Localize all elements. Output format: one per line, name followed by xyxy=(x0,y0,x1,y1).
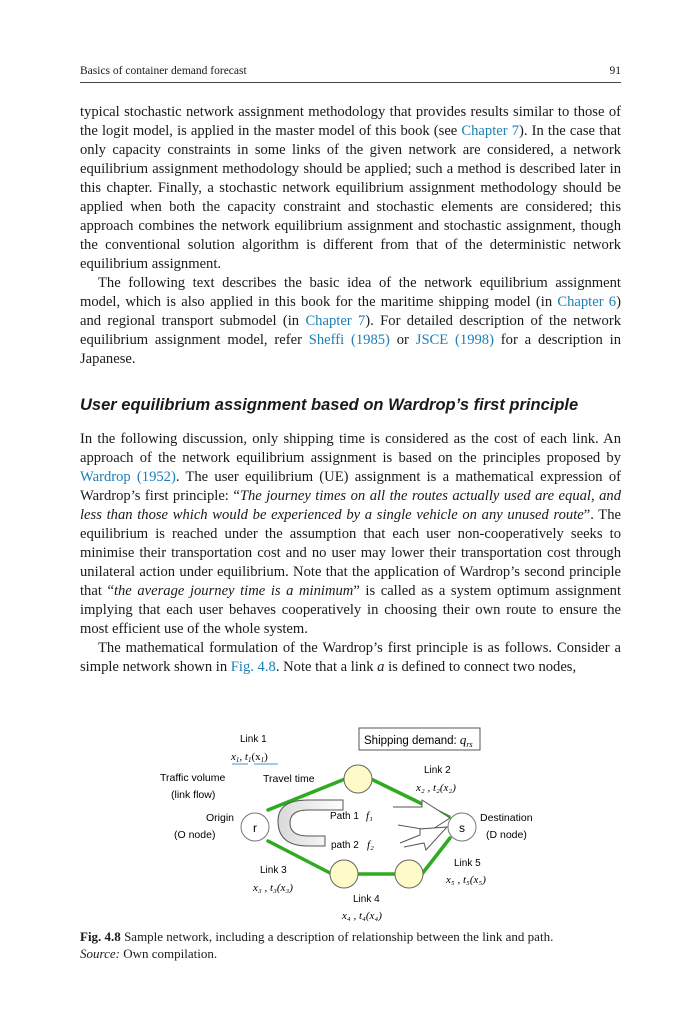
body-text-upper xyxy=(80,103,621,369)
traffic-volume-label: Traffic volume xyxy=(160,772,226,784)
page-number: 91 xyxy=(609,65,621,77)
path-2-label: path 2 xyxy=(331,840,359,851)
body-text-lower xyxy=(80,430,621,677)
node-top xyxy=(344,765,372,793)
caption-text: Sample network, including a description of relationship between the link and path. xyxy=(120,929,554,944)
sample-network-figure xyxy=(150,726,550,922)
link-1-label: Link 1 xyxy=(240,734,267,745)
link-5-label: Link 5 xyxy=(454,858,481,869)
para4-text-3: is defined to connect two nodes, xyxy=(384,659,577,675)
para3-text-3: ”. The equilibrium is reached under the assumption that each user non-cooperatively seeks to minimise their transportation cost and no user may lower their transportation cost through unilateral action under equilibrium. Note that the application of Wardrop’s second principle that “ xyxy=(80,507,621,599)
running-header-title: Basics of container demand forecast xyxy=(80,65,247,77)
chapter-6-link[interactable]: Chapter 6 xyxy=(557,294,617,310)
para2-text-3: ). For detailed description of the network equilibrium assignment model, refer xyxy=(80,313,621,348)
link-4-variables: x₄ , t₄(x₄) xyxy=(342,910,382,922)
shipping-demand-label: Shipping demand: $q_{rs}$ xyxy=(364,732,473,749)
path-2-arrowhead xyxy=(400,827,447,850)
link-variable-a: a xyxy=(377,659,385,675)
running-header xyxy=(80,64,621,83)
first-principle-quote: The journey times on all the routes actually used are equal, and less than those which would be experienced by a single vehicle on any unused route xyxy=(80,488,622,523)
link-flow-label: (link flow) xyxy=(171,789,216,801)
para1-text: typical stochastic network assignment methodology that provides results similar to those of the logit model, is applied in the master model of this book (see xyxy=(80,104,621,139)
figure-caption xyxy=(80,928,621,962)
paragraph-2 xyxy=(80,274,621,369)
jsce-1998-link[interactable]: JSCE (1998) xyxy=(415,332,494,348)
source-line xyxy=(80,945,621,962)
destination-label: Destination xyxy=(480,812,533,824)
wardrop-1952-link[interactable]: Wardrop (1952) xyxy=(80,469,176,485)
para1-text-cont: ). In the case that only capacity constraints in some links of the given network are considered, a network equilibrium assignment methodology should be applied; such a method is described later in this chapter. Finally, a stochastic network equilibrium assignment methodology should be applied when both the capacity constraint and stochastic elements are considered; this approach combines the network equilibrium assignment and stochastic assignment, though the conventional solution algorithm is different from that of the deterministic network equilibrium assignment. xyxy=(80,123,621,272)
para3-text-4: ” is called as a system optimum assignment implying that each user behaves cooperatively in choosing their own route to ensure the most efficient use of the whole system. xyxy=(80,583,622,637)
path-1-label: Path 1 xyxy=(330,811,359,822)
source-text: Own compilation. xyxy=(119,946,218,961)
para4-text-2: . Note that a link xyxy=(275,659,378,675)
node-bottom-right xyxy=(395,860,423,888)
origin-label: Origin xyxy=(206,812,235,824)
link-1-variables: x1, t1(x1) xyxy=(231,751,268,764)
link-5-variables: x₅ , t₅(x₅) xyxy=(446,874,486,886)
travel-time-label: Travel time xyxy=(263,773,315,785)
paragraph-4 xyxy=(80,639,621,677)
link-2-variables: x₂ , t₂(x₂) xyxy=(416,782,456,794)
para4-text: The mathematical formulation of the Wardrop’s first principle is as follows. Consider a simple network shown in xyxy=(80,640,621,675)
link-3-label: Link 3 xyxy=(260,865,287,876)
para3-text: In the following discussion, only shipping time is considered as the cost of each link. An approach of the network equilibrium assignment is based on the principles proposed by xyxy=(80,431,621,466)
o-node-label: (O node) xyxy=(174,829,216,841)
link-4-label: Link 4 xyxy=(353,894,380,905)
node-bottom-left xyxy=(330,860,358,888)
source-label: Source: xyxy=(80,946,120,961)
caption-label: Fig. 4.8 xyxy=(80,929,121,944)
d-node-label: (D node) xyxy=(486,829,527,841)
second-principle-quote: the average journey time is a minimum xyxy=(113,583,354,599)
node-s-label: s xyxy=(459,821,465,835)
para2-text: The following text describes the basic idea of the network equilibrium assignment model, which is also applied in this book for the maritime shipping model (in xyxy=(80,275,621,310)
paragraph-1 xyxy=(80,103,621,274)
link-3-variables: x₃ , t₃(x₃) xyxy=(253,882,293,894)
para3-text-2: . The user equilibrium (UE) assignment is a mathematical expression of Wardrop’s first principle: “ xyxy=(80,469,621,504)
path-1-flow: f₁ xyxy=(366,810,373,822)
node-r-label: r xyxy=(253,821,257,835)
link-2-label: Link 2 xyxy=(424,765,451,776)
path-2-flow: f₂ xyxy=(367,839,374,851)
caption-line xyxy=(80,928,621,945)
chapter-7-link-2[interactable]: Chapter 7 xyxy=(305,313,366,329)
para2-text-4: or xyxy=(389,332,416,348)
para2-text-5: for a description in Japanese. xyxy=(80,332,621,367)
section-heading: User equilibrium assignment based on Wardrop’s first principle xyxy=(80,396,579,414)
fig-4-8-link[interactable]: Fig. 4.8 xyxy=(230,659,276,675)
sheffi-1985-link[interactable]: Sheffi (1985) xyxy=(308,332,390,348)
chapter-7-link[interactable]: Chapter 7 xyxy=(461,123,520,139)
para2-text-2: ) and regional transport submodel (in xyxy=(80,294,621,329)
paragraph-3 xyxy=(80,430,621,639)
